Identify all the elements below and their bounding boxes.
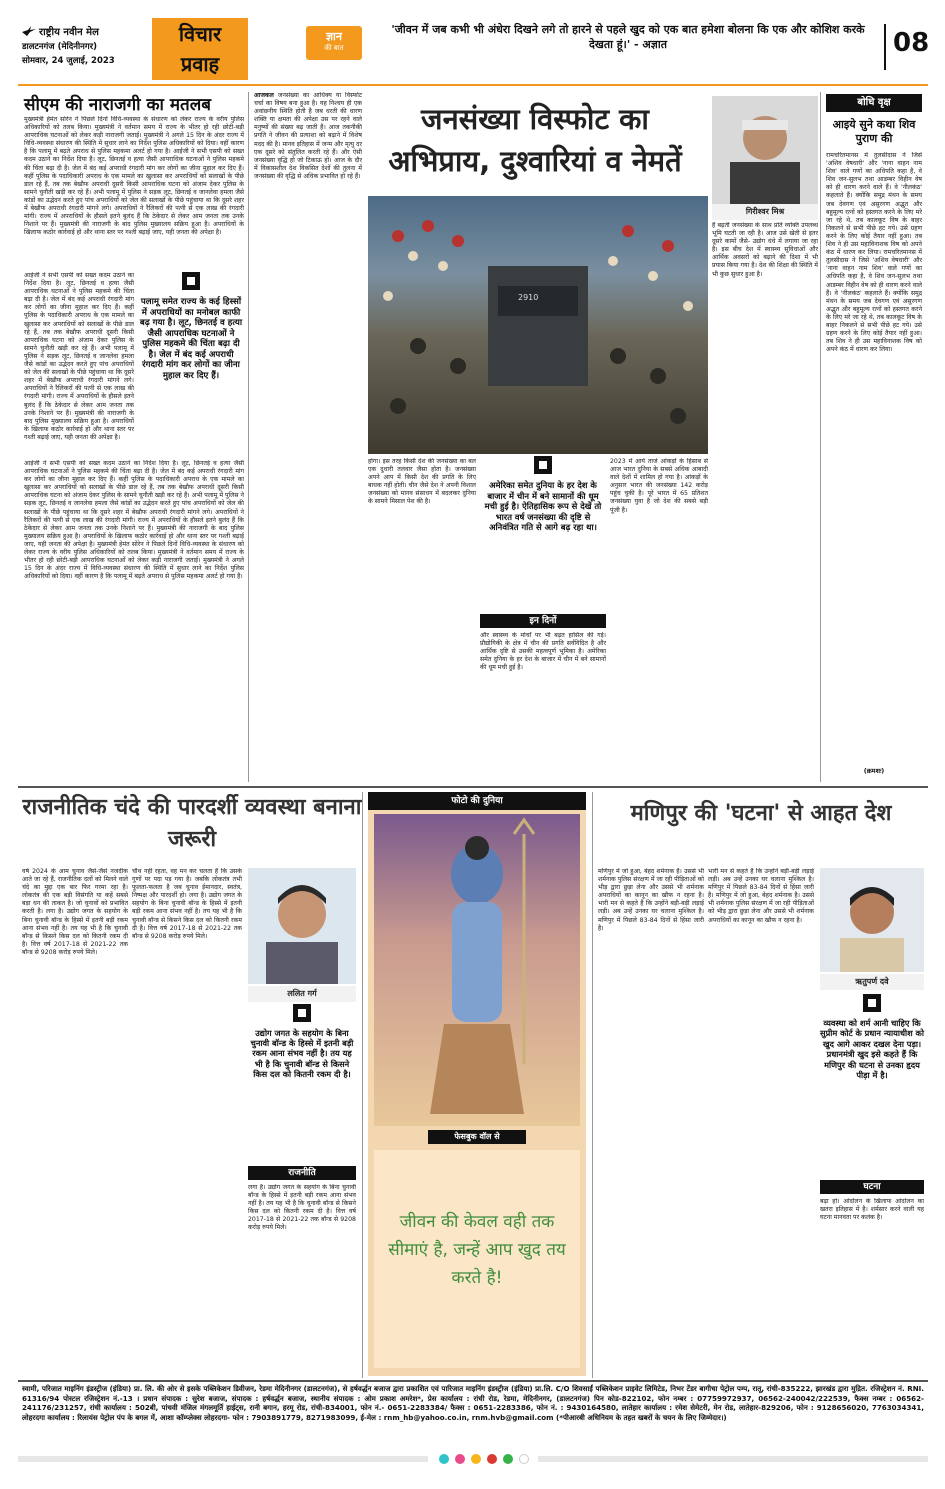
editorial-1-body-lower (24, 460, 244, 782)
main-article-column (254, 92, 362, 464)
brand-name: राष्ट्रीय नवीन मेल (39, 27, 99, 38)
editorial-3-col-2 (708, 868, 814, 1376)
editorial-3-section-tag: घटना (820, 1180, 924, 1194)
masthead (18, 18, 928, 90)
editorial-1-pull-quote (138, 272, 244, 458)
editorial-3-body-2: भारी मन से कहते हैं कि उन्होंने बड़ी-बड़ी लड़ाई लड़ी। अब उन्हें उनका घर चलाना मुश्किल है। मणिपुर में पिछले 83-84 दिनों से हिंसा जारी है। (708, 868, 814, 900)
photo-dunia-credit: फेसबुक वॉल से (428, 1130, 526, 1144)
quote-square-icon (863, 994, 881, 1012)
editorial-3-body-2-more: मणिपुर में जो हुआ, बेहद शर्मनाक है। उससे भी शर्मनाक पुलिस संरक्षण में जा रही पीड़िताओं को भीड़ द्वारा छुड़ा लेना और उससे भी शर्मनाक अपराधियों का कानून का खौफ न रहना है। (708, 892, 814, 924)
footer-rule-left (18, 1456, 428, 1462)
footer-dot-5 (503, 1454, 513, 1464)
date: सोमवार, 24 जुलाई, 2023 (22, 56, 115, 66)
section-title-1: विचार (178, 22, 222, 46)
editorial-1-body-text: आईजी ने सभी एसपी को सख्त कदम उठाने का निर्देश दिया है। लूट, छिनतई व हत्या जैसी आपराधिक घटनाओं ने पुलिस महकमे की चिंता बढ़ा दी है। जेल में बंद कई अपराधी रंगदारी मांग कर लोगों का जीना मुहाल कर दिए हैं। कहीं पुलिस के पदाधिकारी अपराध के एक मामले का खुलासा कर अपराधियों को सलाखों के पीछे डाल रहे हैं, तब तक बेखौफ अपराधी दूसरी किसी आपराधिक घटना को अंजाम देकर पुलिस के सामने चुनौती खड़ी कर रहे हैं। अभी पलामू में पुलिस ने सड़क लूट, छिनतई व जानलेवा हमला जैसे कांडों का उद्भेदन करते हुए पांच अपराधियों को जेल की सलाखों के पीछे पहुंचाया था कि दूसरे शहर में बेखौफ अपराधी रंगदारी मांगने लगे। अपराधियों ने रैलिकरों की पत्नी से एक लाख की रंगदारी मांगी। राज्य में अपराधियों के हौसले इतने बुलंद हैं कि ठेकेदार से लेकर आम जनता तक उनके निशाने पर हैं। मुख्यमंत्री की नाराजगी के बाद पुलिस मुख्यालय सक्रिय हुआ है। अपराधियों के खिलाफ कठोर कार्रवाई हो और थाना स्तर पर गश्ती बढ़ाई जाए, यही जनता की अपेक्षा है। (24, 148, 244, 237)
in-days-tag: इन दिनों (480, 614, 606, 628)
col-divider-4 (592, 792, 593, 1378)
main-article-col-text: जनसंख्या का आधिक्य या विस्फोट चर्चा का विषय बना हुआ है। यह निश्चय ही एक अवांछनीय स्थिति होती है जब धरती की धारण शक्ति या क्षमता की अपेक्षा उस पर रहने वाले मनुष्यों की संख्या बढ़ जाती है। आज तकनीकी प्रगति ने जीवन की प्रत्याशा को बढ़ाने में विशेष मदद की है। मानव इतिहास में जन्म और मृत्यु दर एक दूसरे को संतुलित करती रहे हैं। और ऐसी जनसंख्या वृद्धि हो जो टिकाऊ हो। आज के दौर में विकासशील देश विकसित देशों की तुलना में जनसंख्या की वृद्धि से अधिक प्रभावित हो रहे हैं। (254, 92, 362, 180)
photo-dunia-title: फोटो की दुनिया (368, 792, 586, 810)
editorial-1-body-lower-text: आईजी ने सभी एसपी को सख्त कदम उठाने का निर्देश दिया है। लूट, छिनतई व हत्या जैसी आपराधिक घटनाओं ने पुलिस महकमे की चिंता बढ़ा दी है। जेल में बंद कई अपराधी रंगदारी मांग कर लोगों का जीना मुहाल कर दिए हैं। कहीं पुलिस के पदाधिकारी अपराध के एक मामले का खुलासा कर अपराधियों को सलाखों के पीछे डाल रहे हैं, तब तक बेखौफ अपराधी दूसरी किसी आपराधिक घटना को अंजाम देकर पुलिस के सामने चुनौती खड़ी कर रहे हैं। अभी पलामू में पुलिस ने सड़क लूट, छिनतई व जानलेवा हमला जैसे कांडों का उद्भेदन करते हुए पांच अपराधियों को जेल की सलाखों के पीछे पहुंचाया था कि दूसरे शहर में बेखौफ अपराधी रंगदारी मांगने लगे। अपराधियों ने रैलिकरों की पत्नी से एक लाख की रंगदारी मांगी। राज्य में अपराधियों के हौसले इतने बुलंद हैं कि ठेकेदार से लेकर आम जनता तक उनके निशाने पर हैं। मुख्यमंत्री की नाराजगी के बाद पुलिस मुख्यालय सक्रिय हुआ है। अपराधियों के खिलाफ कठोर कार्रवाई हो और थाना स्तर पर गश्ती बढ़ाई जाए, यही जनता की अपेक्षा है। (24, 460, 244, 548)
main-article-body-mid: और स्वास्थ्य के मोर्चों पर भी बढ़त हासिल की गई। प्रौद्योगिकी के क्षेत्र में चीन की प्रगति सर्वविदित है और आर्थिक दृष्टि से उसकी महत्वपूर्ण भूमिका है। अमेरिका समेत दुनिया के हर देश के बाजार में चीन में बने सामानों की धूम मची हुई है। (480, 632, 606, 672)
photo-dunia-quote-box (374, 1150, 580, 1368)
section-title-2: प्रवाह (180, 52, 220, 76)
footer-dot-1 (439, 1454, 449, 1464)
bodh-vriksh-note: (क्रमशः) (863, 767, 885, 775)
gyan-label-1: ज्ञान (325, 30, 342, 43)
footer-rule-right (538, 1456, 928, 1462)
brand-logo (22, 24, 132, 66)
masthead-divider (884, 24, 886, 70)
edition: डालटनगंज (मेदिनीनगर) (22, 42, 98, 52)
gyan-badge (306, 26, 362, 60)
page-number: 08 (893, 28, 930, 58)
bodh-vriksh-body-text: रामचरितमानस में तुलसीदास ने जिसे 'अशिव वेषधारी' और 'नाना वाहन नाम शिव' वाले गणों का अधिपति कहा है, वे शिव जन-सुलभ तथा आडम्बर विहीन वेष को ही धारण करने वाले हैं। वे 'नीलकंठ' कहलाते हैं। क्योंकि समुद्र मंथन के समय जब देवगण एवं असुरगण अद्भुत और बहुमूल्य रत्नों को हस्तगत करने के लिए मरे जा रहे थे, तब कालकूट विष के बाहर निकलने से सभी पीछे हट गये। उसे ग्रहण करने के लिए कोई तैयार नहीं हुआ। तब शिव ने ही उस महाविनाशक विष को अपने कंठ में धारण कर लिया। (826, 152, 922, 257)
editorial-2-body-2-more: लगा है। उद्योग जगत के सहयोग के बिना चुनावी बॉन्ड के हिस्से में इतनी बड़ी रकम आना संभव नहीं है। तय यह भी है कि चुनावी बॉन्ड से किसने किस दल को कितनी रकम दी है। वित्त वर्ष 2017-18 से 2021-22 तक बॉन्ड से 9208 करोड़ रुपये मिले। (132, 892, 242, 940)
footer-dot-2 (455, 1454, 465, 1464)
bird-icon (22, 26, 36, 36)
editorial-1-lead (24, 116, 244, 272)
main-article-pull-quote-box (480, 456, 606, 606)
train-number-text: 2910 (518, 293, 539, 302)
bodh-vriksh-body-text-more: रामचरितमानस में तुलसीदास ने जिसे 'अशिव वेषधारी' और 'नाना वाहन नाम शिव' वाले गणों का अधिपति कहा है, वे शिव जन-सुलभ तथा आडम्बर विहीन वेष को ही धारण करने वाले हैं। वे 'नीलकंठ' कहलाते हैं। क्योंकि समुद्र मंथन के समय जब देवगण एवं असुरगण अद्भुत और बहुमूल्य रत्नों को हस्तगत करने के लिए मरे जा रहे थे, तब कालकूट विष के बाहर निकलने से सभी पीछे हट गये। उसे ग्रहण करने के लिए कोई तैयार नहीं हुआ। तब शिव ने ही उस महाविनाशक विष को अपने कंठ में धारण कर लिया। (826, 249, 922, 354)
editorial-2-pull-text: उद्योग जगत के सहयोग के बिना चुनावी बॉन्ड के हिस्से में इतनी बड़ी रकम आना संभव नहीं है। तय यह भी है कि चुनावी बॉन्ड से किसने किस दल को कितनी रकम दी है। (250, 1028, 354, 1079)
gyan-label-2: की बात (324, 44, 344, 52)
bodh-vriksh-tag: बोधि वृक्ष (826, 94, 922, 112)
editorial-3-body-1: मणिपुर में जो हुआ, बेहद शर्मनाक है। उससे भी शर्मनाक पुलिस संरक्षण में जा रही पीड़िताओं को भीड़ द्वारा छुड़ा लेना और उससे भी शर्मनाक अपराधियों का कानून का खौफ न रहना है। (598, 868, 704, 900)
col-divider-1 (248, 92, 249, 782)
editorial-1-col-left: आईजी ने सभी एसपी को सख्त कदम उठाने का निर्देश दिया है। लूट, छिनतई व हत्या जैसी आपराधिक घटनाओं ने पुलिस महकमे की चिंता बढ़ा दी है। जेल में बंद कई अपराधी रंगदारी मांग कर लोगों का जीना मुहाल कर दिए हैं। कहीं पुलिस के पदाधिकारी अपराध के एक मामले का खुलासा कर अपराधियों को सलाखों के पीछे डाल रहे हैं, तब तक बेखौफ अपराधी दूसरी किसी आपराधिक घटना को अंजाम देकर पुलिस के सामने चुनौती खड़ी कर रहे हैं। अभी पलामू में पुलिस ने सड़क लूट, छिनतई व जानलेवा हमला जैसे कांडों का उद्भेदन करते हुए पांच अपराधियों को जेल की सलाखों के पीछे पहुंचाया था कि दूसरे शहर में बेखौफ अपराधी रंगदारी मांगने लगे। अपराधियों ने रैलिकरों की पत्नी से एक लाख की रंगदारी मांगी। राज्य में अपराधियों के हौसले इतने बुलंद हैं कि ठेकेदार से लेकर आम जनता तक उनके निशाने पर हैं। मुख्यमंत्री की नाराजगी के बाद पुलिस मुख्यालय सक्रिय हुआ है। अपराधियों के खिलाफ कठोर कार्रवाई हो और थाना स्तर पर गश्ती बढ़ाई जाए, यही जनता की अपेक्षा है। (24, 272, 134, 441)
train-illustration (368, 196, 708, 454)
footer-dot-4 (487, 1454, 497, 1464)
editorial-2-col-1 (22, 868, 128, 1376)
editorial-2-pull-quote-box (248, 1004, 356, 1162)
masthead-quote: 'जीवन में जब कभी भी अंधेरा दिखने लगे तो हारने से पहले खुद को एक बात हमेशा बोलना कि एक और कोशिश करके देखता हूं।' - अज्ञात (391, 23, 865, 51)
bodh-vriksh-title: आइये सुने कथा शिव पुराण की (832, 118, 916, 145)
quote-square-icon (182, 272, 200, 290)
shiva-photo (374, 814, 580, 1126)
footer-dot-3 (471, 1454, 481, 1464)
main-article-body-left: होगा। इस तरह किसी देश की जनसंख्या का बल एक दुधारी तलवार जैसा होता है। जनसंख्या अपने आप में किसी देश की प्रगति के लिए बाधक नहीं होती। चीन जैसे देश ने अपनी विशाल जनसंख्या को मानव संसाधन में बदलकर दुनिया के सामने मिसाल पेश की है। (368, 458, 476, 506)
main-article-kicker: आजकल (254, 92, 274, 99)
bodh-vriksh-body (826, 152, 922, 764)
editorial-2-body-1-more: लगा है। उद्योग जगत के सहयोग के बिना चुनावी बॉन्ड के हिस्से में इतनी बड़ी रकम आना संभव नहीं है। तय यह भी है कि चुनावी बॉन्ड से किसने किस दल को कितनी रकम दी है। वित्त वर्ष 2017-18 से 2021-22 तक बॉन्ड से 9208 करोड़ रुपये मिले। (22, 908, 128, 956)
editorial-3-pull-text: व्यवस्था को शर्म आनी चाहिए कि सुप्रीम कोर्ट के प्रधान न्यायाधीश को खुद आगे आकर दखल देना पड़ा। प्रधानमंत्री खुद इसे कहते हैं कि मणिपुर की घटना से उनका हृदय पीड़ा में है। (820, 1018, 924, 1081)
editorial-1-lead-text: मुख्यमंत्री हेमंत सोरेन ने पिछले दिनों विधि-व्यवस्था के संधारण को लेकर राज्य के वरीय पुलिस अधिकारियों को तलब किया। मुख्यमंत्री ने वर्तमान समय में राज्य के भीतर हो रही छोटी-बड़ी आपराधिक घटनाओं को लेकर कड़ी नाराजगी जताई। मुख्यमंत्री ने अगले 15 दिन के अंदर राज्य में विधि-व्यवस्था संधारण की स्थिति में सुधार लाने का निर्देश पुलिस अधिकारियों को दिया। वहीं कारण है कि पलामू में बढ़ते अपराध से पुलिस महकमा अलर्ट हो गया है। (24, 116, 244, 156)
crowd-train-photo (368, 196, 708, 454)
shiva-illustration (374, 814, 580, 1126)
col-divider-3 (362, 792, 363, 1378)
photo-dunia-panel (368, 792, 586, 1376)
editorial-2-body-1: वर्ष 2024 के आम चुनाव जैसे-जैसे नजदीक आते जा रहे हैं, राजनीतिक दलों को मिलने वाले चंदे का मुद्दा एक बार फिर गरमा रहा है। लोकतंत्र की एक बड़ी विसंगति या कहें सबसे बड़ा धन की ताकत है। जो चुनावों को प्रभावित करती है। (22, 868, 128, 916)
imprint-top-rule (18, 1380, 928, 1382)
col-divider-2 (820, 92, 821, 782)
footer-dots (430, 1454, 538, 1466)
editorial-2-section-tag: राजनीति (248, 1166, 356, 1180)
editorial-2-body-2: चौथ नहीं रहता, वह मन कर चलता है कि उसके गुणों पर पदा पड़ गया है। जबकि लोकतंत्र तभी फूलता-फलता है जब चुनाव ईमानदार, स्वतंत्र, निष्पक्ष और पारदर्शी हो। (132, 868, 242, 900)
main-article-pull-text: अमेरिका समेत दुनिया के हर देश के बाजार में चीन में बने सामानों की धूम मची हुई है। ऐतिहासिक रूप से देखें तो भारत वर्ष जनसंख्या की दृष्टि से अनिवंत्रित गति से आगे बढ़ रहा था। (484, 480, 602, 533)
editorial-2-headline: राजनीतिक चंदे की पारदर्शी व्यवस्था बनाना जरूरी (22, 795, 362, 852)
editorial-3-body-1-more: भारी मन से कहते हैं कि उन्होंने बड़ी-बड़ी लड़ाई लड़ी। अब उन्हें उनका घर चलाना मुश्किल है। मणिपुर में पिछले 83-84 दिनों से हिंसा जारी है। (598, 900, 704, 932)
section-title-box (152, 18, 248, 80)
author-name-1: गिरीश्वर मिश्र (712, 204, 818, 220)
quote-square-icon (534, 456, 552, 474)
author-photo-1 (712, 96, 818, 204)
quote-square-icon (293, 1004, 311, 1022)
editorial-2-col-2 (132, 868, 242, 1376)
editorial-1-pull-text: पलामू समेत राज्य के कई हिस्सों में अपराधियों का मनोबल काफी बढ़ गया है। लूट, छिनतई व हत्या जैसी आपराधिक घटनाओं ने पुलिस महकमे की चिंता बढ़ा दी है। जेल में बंद कई अपराधी रंगदारी मांग कर लोगों का जीना मुहाल कर दिए हैं। (139, 297, 243, 381)
main-article-headline: जनसंख्या विस्फोट का अभिप्राय, दुश्वारियां व नेमतें (388, 102, 682, 178)
editorial-3-pull-quote-box (820, 994, 924, 1178)
author-photo-3 (820, 868, 924, 972)
author-name-3: ऋतुपर्ण दवे (820, 974, 924, 990)
row-divider (18, 786, 928, 788)
editorial-3-col-3: बढ़ा हो। आंदोलन के खिलाफ आंदोलन का खतरा इतिहास में है। शर्मसार करने वाली यह घटना मानवता पर कलंक है। (820, 1198, 924, 1222)
author-photo-2 (248, 868, 356, 984)
editorial-2-col-3: लगा है। उद्योग जगत के सहयोग के बिना चुनावी बॉन्ड के हिस्से में इतनी बड़ी रकम आना संभव नहीं है। तय यह भी है कि चुनावी बॉन्ड से किसने किस दल को कितनी रकम दी है। वित्त वर्ष 2017-18 से 2021-22 तक बॉन्ड से 9208 करोड़ रुपये मिले। (248, 1184, 356, 1232)
masthead-bottom-rule (18, 84, 928, 86)
photo-dunia-quote: जीवन की केवल वही तक सीमाएं है, जन्हें आप खुद तय करते है! (388, 1212, 566, 1288)
author-name-2: ललित गर्ग (248, 986, 356, 1002)
imprint: स्वामी, परिजात माइनिंग इंडस्ट्रीज (इंडिया) प्रा. लि. की ओर से इसके पब्लिकेशन डिवीजन, रेडमा मेदिनीनगर (डालटनगंज), से हर्षवर्द्धन बजाज द्वारा प्रकाशित एवं पारिजात माइनिंग इंडस्ट्रीज (इंडिया) प्रा.लि. C/O शिवसाईं पब्लिकेशन प्राइवेट लिमिटेड, निभर टेंडर बागीचा पेट्रोल पम्प, रातू, रांची-835222, झारखंड द्वारा मुद्रित. रजिस्ट्रेशन नं. RNI. 61316/94 पोस्टल रजिस्ट्रेशन नं.-13 । प्रधान संपादक : सुरेश बजाज, संपादक : हर्षवर्द्धन बजाज, स्थानीय संपादक : ओम प्रकाश अमरेश*, प्रेस कार्यालय : रांची रोड, रेडमा, मेदिनीनगर, (डालटनगंज) पिन कोड-822102, फोन नम्बर : 07759972937, 06562-240042/222539, फैक्स नम्बर : 06562-241176/231257, रांची कार्यालय : 502बी, पांचवी मंजिल मंगलमूर्ति हाईट्स, रानी बगान, हरमू रोड, रांची-834001, फोन नं.- 0651-2283384/ फैक्स : 0651-2283386, फोन नं. : 9430164580, लातेहार कार्यालय : रमेश सेमेटरी, मेन रोड, लातेहार-829206, फोन : 9128656020, 7763034341, लोहरदगा कार्यालय : रिलायंस पेट्रोल पंप के बगल में, आशा कॉम्प्लेक्स लोहरदगा- फोन : 7903891779, 8271983099, ई-मेल : rnm_hb@yahoo.co.in, rnm.hvb@gmail.com (*पीआरबी अधिनियम के तहत खबरों के चयन के लिए जिम्मेदार।) (22, 1384, 924, 1422)
editorial-3-col-1 (598, 868, 704, 1376)
editorial-1-body-lower-lead: मुख्यमंत्री हेमंत सोरेन ने पिछले दिनों विधि-व्यवस्था के संधारण को लेकर राज्य के वरीय पुलिस अधिकारियों को तलब किया। मुख्यमंत्री ने वर्तमान समय में राज्य के भीतर हो रही छोटी-बड़ी आपराधिक घटनाओं को लेकर कड़ी नाराजगी जताई। मुख्यमंत्री ने अगले 15 दिन के अंदर राज्य में विधि-व्यवस्था संधारण की स्थिति में सुधार लाने का निर्देश पुलिस अधिकारियों को दिया। वहीं कारण है कि पलामू में बढ़ते अपराध से पुलिस महकमा अलर्ट हो गया है। (24, 540, 244, 581)
editorial-3-headline: मणिपुर की 'घटना' से आहत देश (630, 801, 892, 826)
editorial-1-headline: सीएम की नाराजगी का मतलब (24, 95, 211, 115)
main-article-body-right: 2023 में आये ताजे आंकड़ों के हिसाब से आज भारत दुनिया के सबसे अधिक आबादी वाले देशों में शामिल हो गया है। आंकड़ों के अनुसार भारत की जनसंख्या 142 करोड़ पहुंच चुकी है। पूरे भारत में 65 प्रतिशत जनसंख्या युवा है जो देश की सबसे बड़ी पूंजी है। (610, 458, 708, 514)
main-article-side-column: हैं बढ़ती जनसंख्या के साथ प्रति व्यक्ति उपलब्ध भूमि घटती जा रही है। आज उसे खेती से इतर दूसरे कामों जैसे- उद्योग धंधे में लगाया जा रहा है। इस बीच देश में स्वास्थ्य सुविधाओं और आर्थिक अवसरों को बढ़ाने की दिशा में भी प्रयास किया गया है। देश की शिक्षा की स्थिति में भी कुछ सुधार हुआ है। (712, 222, 818, 278)
footer-dot-6 (519, 1454, 529, 1464)
